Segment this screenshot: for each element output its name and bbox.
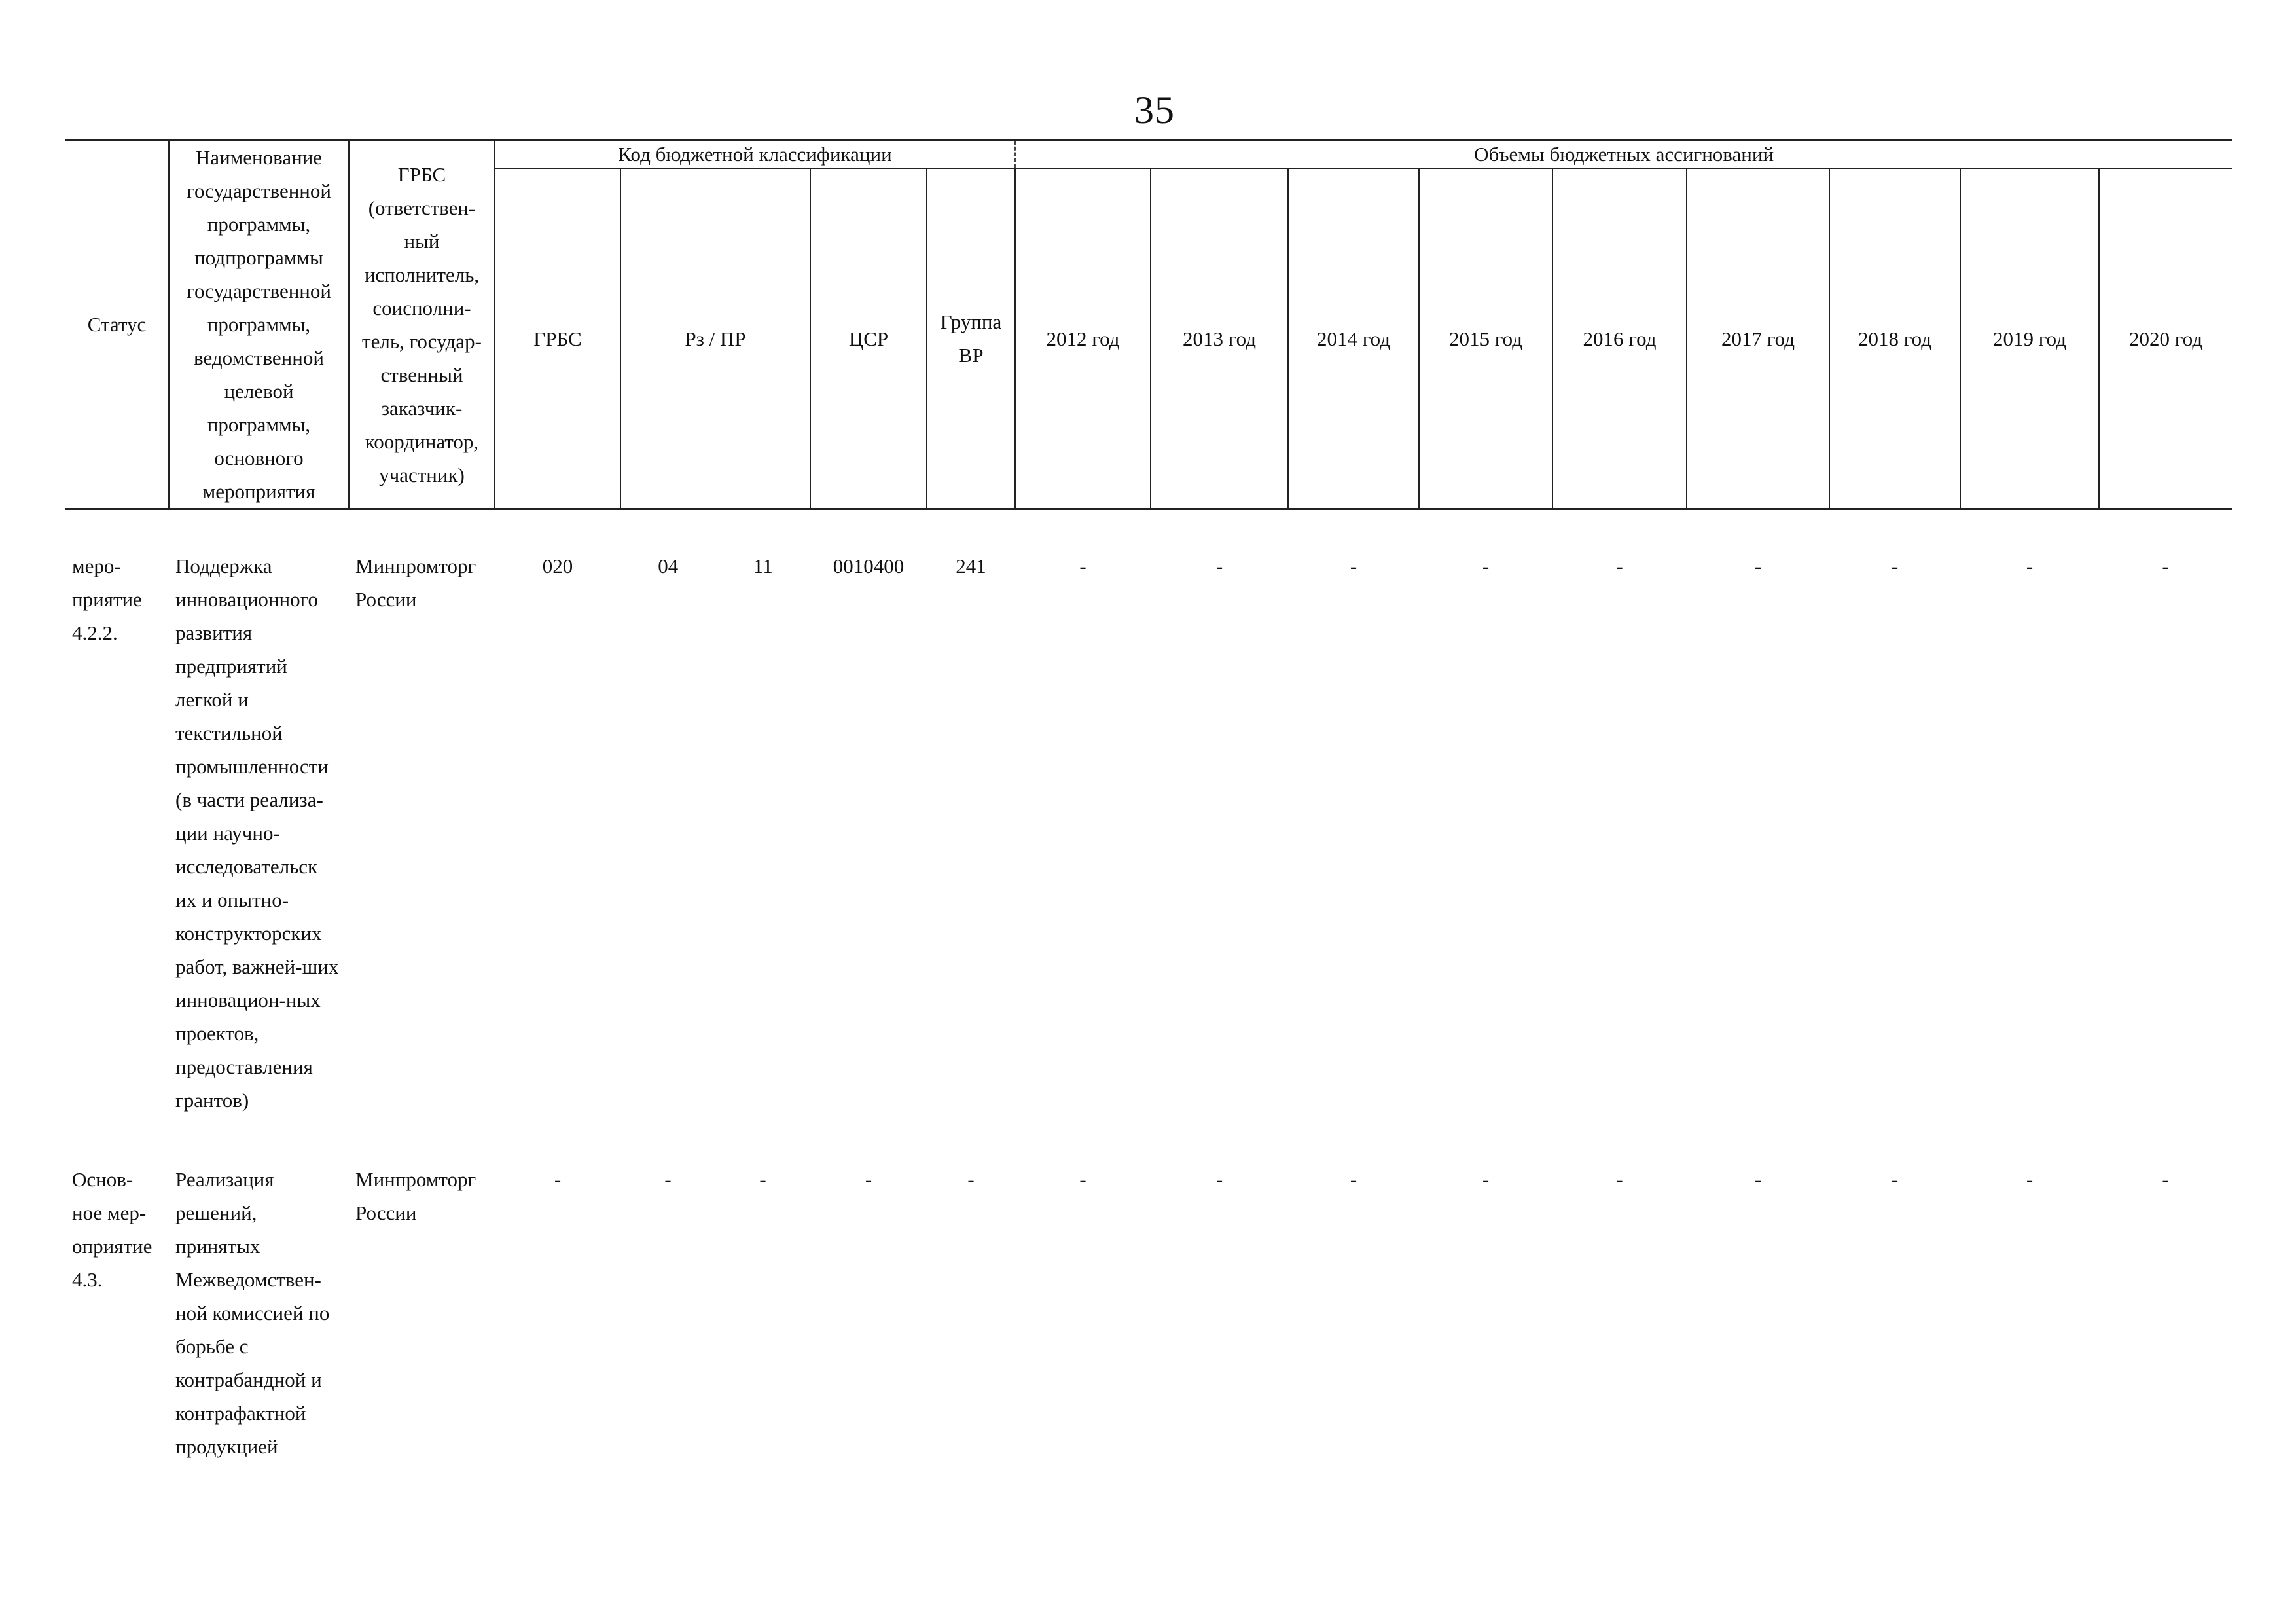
- header-program-name: Наименование государственной программы, подпрограммы государственной программы, ведомственной целевой программы, основного мероприятия: [169, 140, 349, 509]
- row-value-2012: -: [1079, 1168, 1086, 1191]
- row-status: Основ-ное мер-оприятие 4.3.: [72, 1168, 152, 1291]
- header-year-2012: 2012 год: [1015, 168, 1151, 509]
- row-pr: -: [759, 1168, 766, 1191]
- row-vr: -: [967, 1168, 975, 1191]
- header-year-2016: 2016 год: [1552, 168, 1687, 509]
- row-value-2018: -: [1891, 555, 1899, 577]
- row-rz: 04: [658, 555, 679, 577]
- row-value-2018: -: [1891, 1168, 1899, 1191]
- row-grbs: -: [554, 1168, 562, 1191]
- row-value-2016: -: [1616, 1168, 1623, 1191]
- header-grbs-executor: ГРБС (ответствен-ный исполнитель, соисполни-тель, государ-ственный заказчик-координатор, участник): [349, 140, 495, 509]
- row-value-2014: -: [1350, 1168, 1357, 1191]
- row-value-2017: -: [1754, 1168, 1762, 1191]
- row-grbs-executor: Минпромторг России: [355, 1168, 476, 1224]
- row-grbs-executor: Минпромторг России: [355, 555, 476, 611]
- header-year-2014: 2014 год: [1288, 168, 1419, 509]
- header-year-2017: 2017 год: [1687, 168, 1829, 509]
- header-budget-code-group: Код бюджетной классификации: [495, 140, 1015, 169]
- row-value-2014: -: [1350, 555, 1357, 577]
- row-csr: -: [865, 1168, 872, 1191]
- row-rz-pr: [620, 549, 810, 1117]
- page-number: 35: [1134, 88, 1175, 132]
- row-value-2015: -: [1482, 555, 1490, 577]
- header-csr: ЦСР: [810, 168, 927, 509]
- header-vr-group: Группа ВР: [927, 168, 1015, 509]
- row-grbs: 020: [542, 555, 573, 577]
- row-value-2020: -: [2162, 555, 2169, 577]
- row-value-2015: -: [1482, 1168, 1490, 1191]
- header-year-2018: 2018 год: [1829, 168, 1960, 509]
- table-row: [65, 1163, 2232, 1463]
- row-csr: 0010400: [833, 555, 905, 577]
- row-program-name: Реализация решений, принятых Межведомствен-ной комиссией по борьбе с контрабандной и контрафактной продукцией: [175, 1168, 330, 1458]
- row-vr: 241: [956, 555, 986, 577]
- row-rz-pr: [620, 1163, 810, 1463]
- header-grbs: ГРБС: [495, 168, 620, 509]
- budget-allocation-table: [65, 139, 2232, 1463]
- row-rz: -: [664, 1168, 672, 1191]
- row-value-2017: -: [1754, 555, 1762, 577]
- header-year-2020: 2020 год: [2099, 168, 2232, 509]
- row-program-name: Поддержка инновационного развития предприятий легкой и текстильной промышленности (в части реализа-ции научно-исследовательск их и опытно-конструкторских работ, важней-ших инновацион-ных проектов, предоставления грантов): [175, 555, 339, 1112]
- row-value-2013: -: [1215, 1168, 1223, 1191]
- header-rz-pr: Рз / ПР: [620, 168, 810, 509]
- header-year-2019: 2019 год: [1960, 168, 2099, 509]
- header-status: Статус: [65, 140, 169, 509]
- row-value-2020: -: [2162, 1168, 2169, 1191]
- row-value-2012: -: [1079, 555, 1086, 577]
- table-row: [65, 549, 2232, 1117]
- header-row-1: [65, 140, 2232, 169]
- header-year-2013: 2013 год: [1151, 168, 1288, 509]
- row-value-2019: -: [2026, 1168, 2034, 1191]
- row-value-2016: -: [1616, 555, 1623, 577]
- row-pr: 11: [753, 555, 773, 577]
- row-status: меро-приятие 4.2.2.: [72, 555, 142, 644]
- row-value-2013: -: [1215, 555, 1223, 577]
- header-year-2015: 2015 год: [1419, 168, 1552, 509]
- row-value-2019: -: [2026, 555, 2034, 577]
- header-budget-volumes-group: Объемы бюджетных ассигнований: [1015, 140, 2232, 169]
